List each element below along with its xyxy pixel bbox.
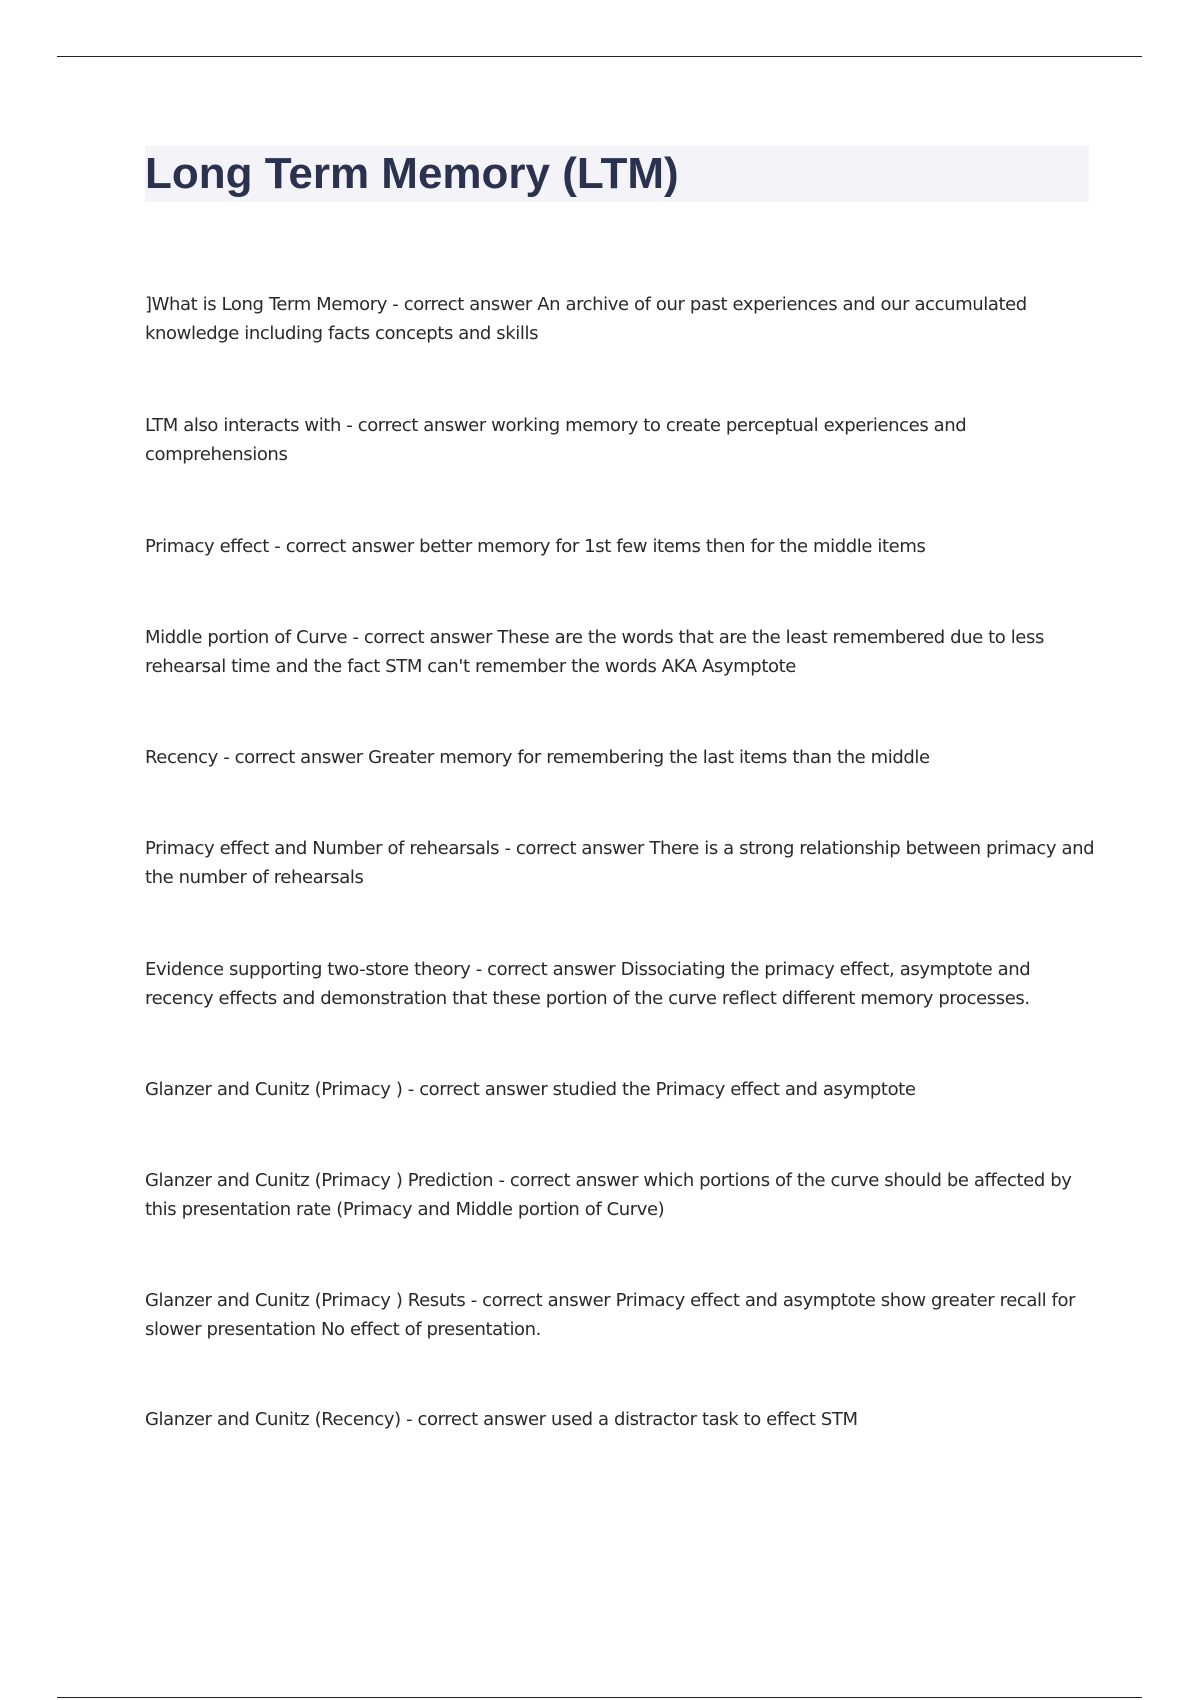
qa-item-two-store-evidence: Evidence supporting two-store theory - correct answer Dissociating the primacy effect, asymptote and recency effects and demonstration that these portion of the curve reflect different memory processes.	[145, 959, 1031, 1009]
qa-item-primacy-effect: Primacy effect - correct answer better memory for 1st few items then for the middle items	[145, 536, 926, 557]
page-title: Long Term Memory (LTM)	[145, 149, 679, 198]
qa-item-glanzer-results: Glanzer and Cunitz (Primacy ) Resuts - correct answer Primacy effect and asymptote show greater recall for slower presentation No effect of presentation.	[145, 1290, 1076, 1340]
qa-item-glanzer-primacy: Glanzer and Cunitz (Primacy ) - correct answer studied the Primacy effect and asymptote	[145, 1079, 916, 1100]
qa-item-glanzer-recency: Glanzer and Cunitz (Recency) - correct answer used a distractor task to effect STM	[145, 1409, 858, 1430]
qa-item-glanzer-prediction: Glanzer and Cunitz (Primacy ) Prediction - correct answer which portions of the curve should be affected by this presentation rate (Primacy and Middle portion of Curve)	[145, 1170, 1072, 1220]
top-divider	[57, 56, 1142, 57]
qa-item-primacy-rehearsals: Primacy effect and Number of rehearsals - correct answer There is a strong relationship between primacy and the number of rehearsals	[145, 838, 1095, 888]
qa-item-recency: Recency - correct answer Greater memory for remembering the last items than the middle	[145, 747, 930, 768]
qa-item-middle-portion: Middle portion of Curve - correct answer These are the words that are the least remembered due to less rehearsal time and the fact STM can't remember the words AKA Asymptote	[145, 627, 1044, 677]
qa-item-long-term-memory: ]What is Long Term Memory - correct answer An archive of our past experiences and our accumulated knowledge including facts concepts and skills	[145, 294, 1027, 344]
bottom-divider	[57, 1697, 1142, 1698]
qa-item-ltm-interacts: LTM also interacts with - correct answer working memory to create perceptual experiences and comprehensions	[145, 415, 967, 465]
